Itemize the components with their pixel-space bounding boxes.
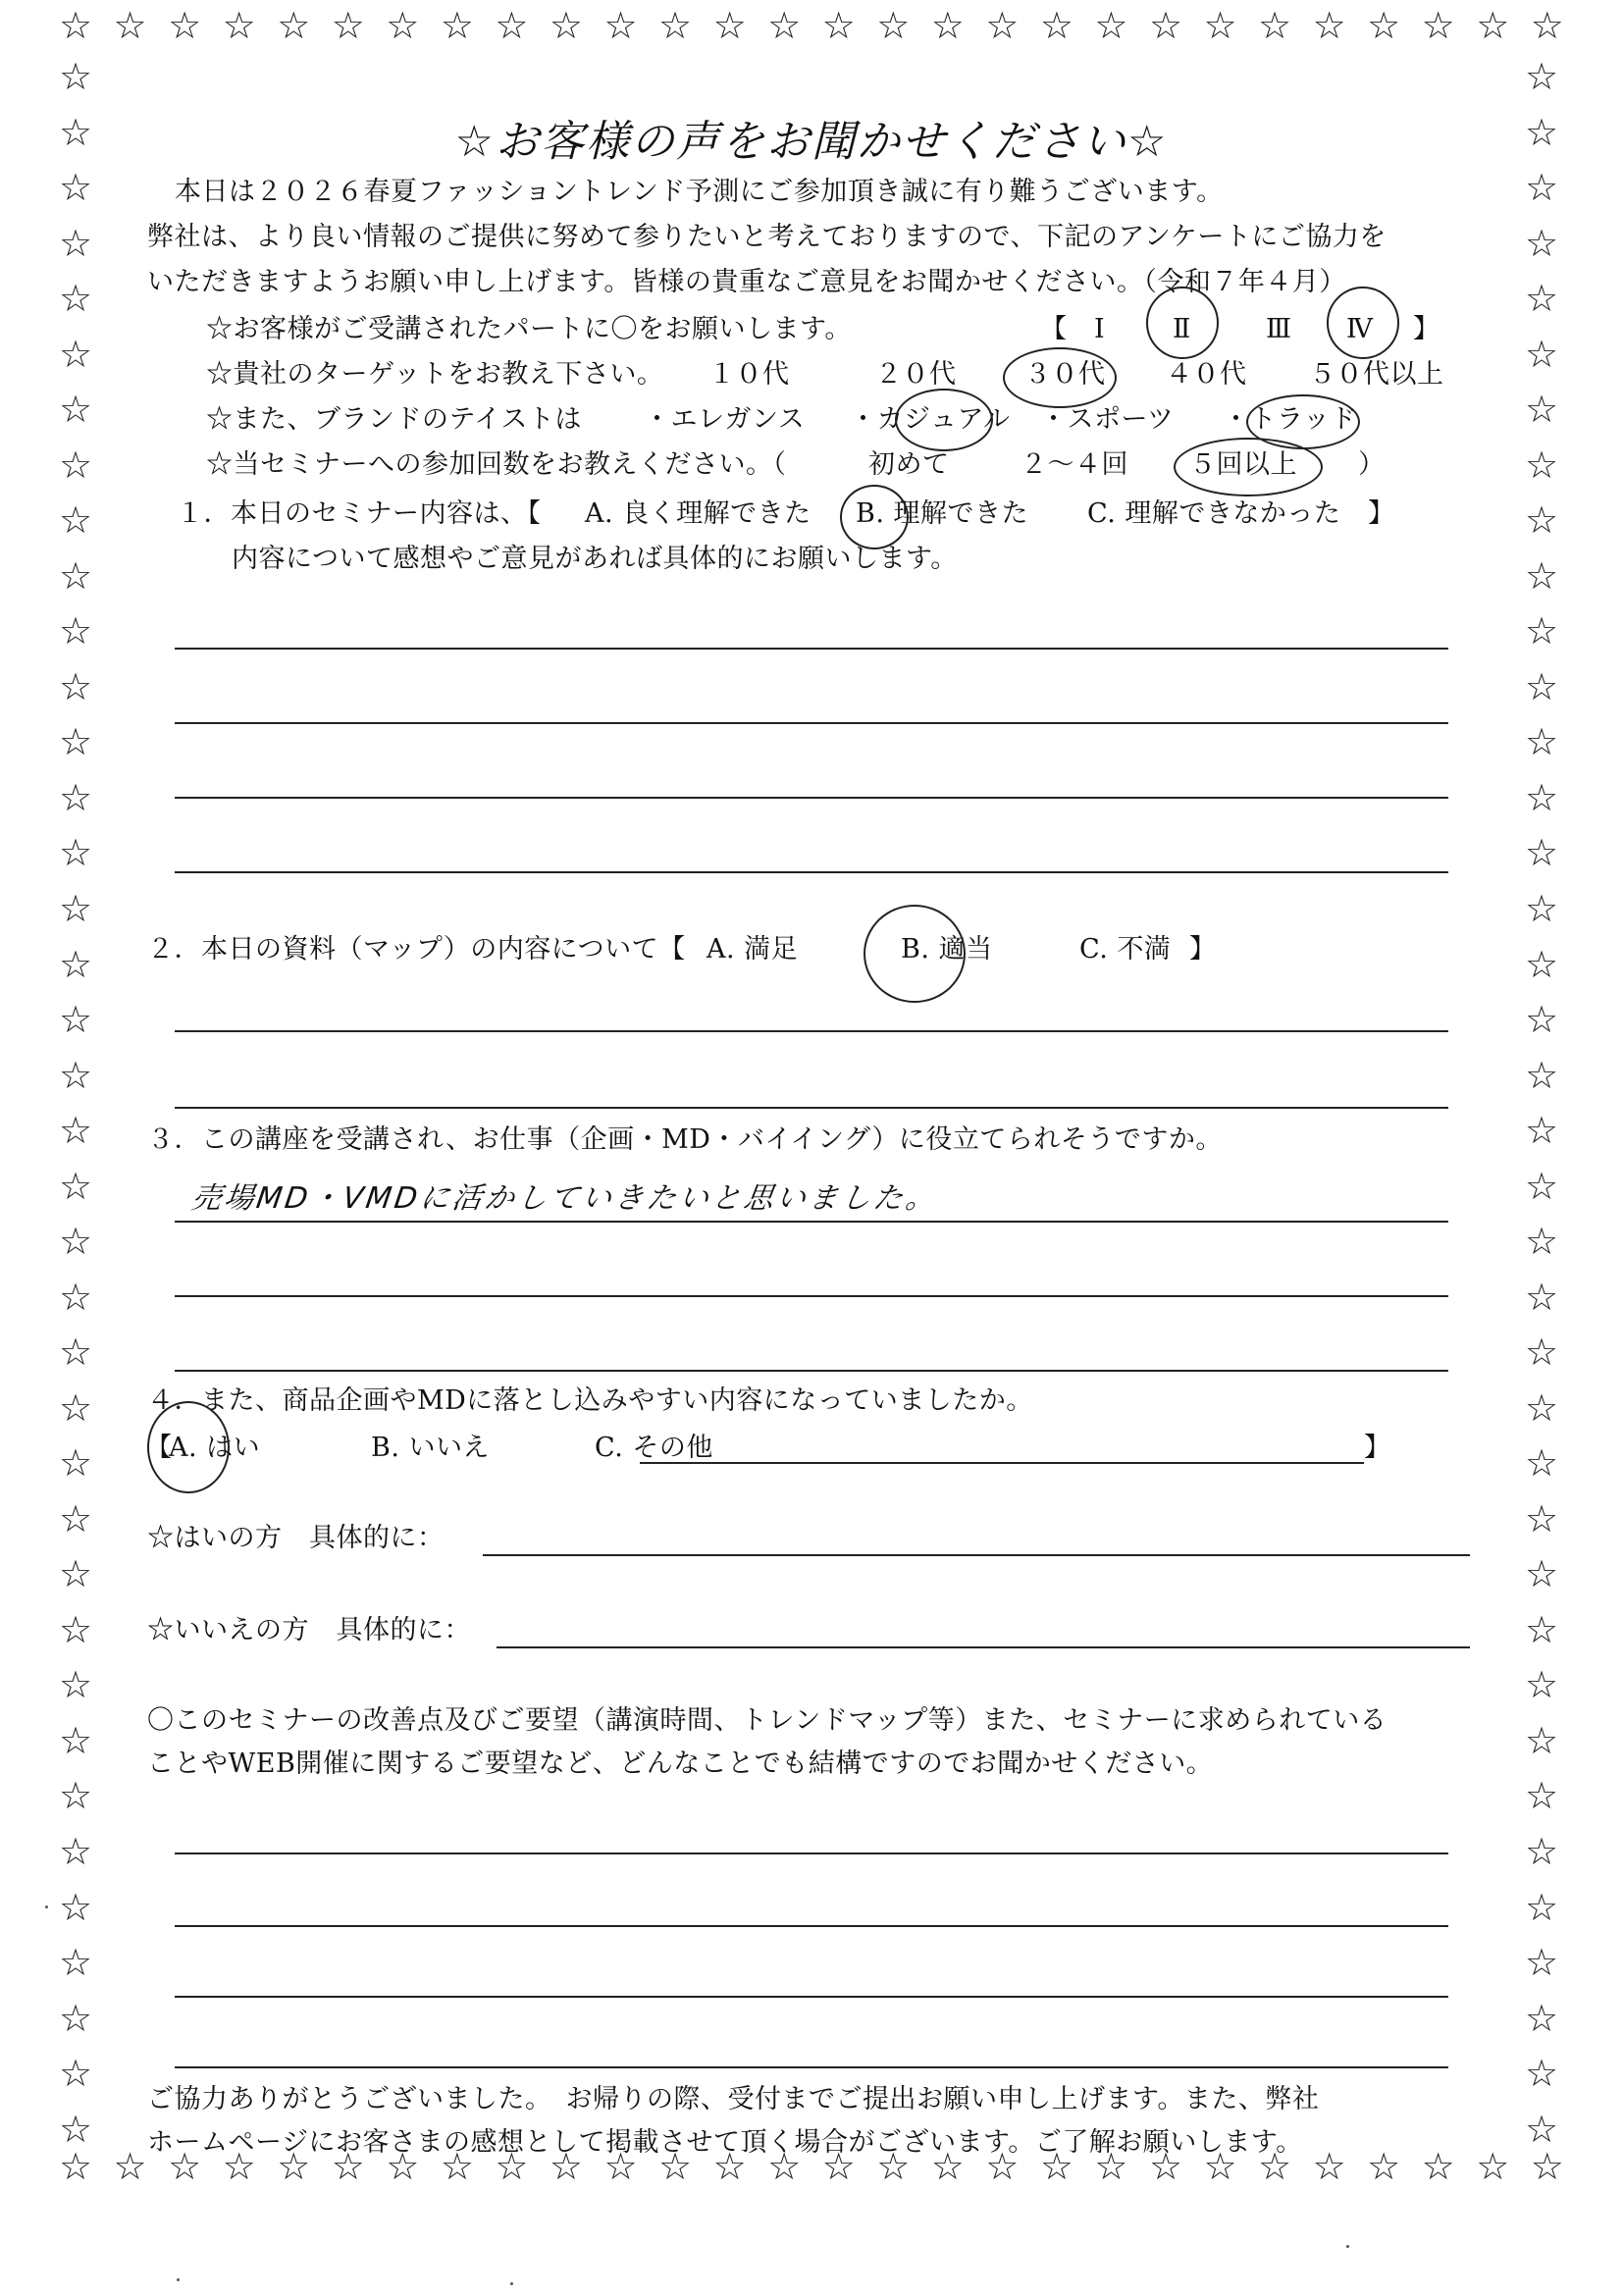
selection-circle-q4-a bbox=[147, 1401, 230, 1493]
border-star-icon: ☆ bbox=[1367, 2145, 1401, 2188]
improve-answer-line-1[interactable] bbox=[175, 1852, 1448, 1854]
border-star-icon: ☆ bbox=[168, 2145, 202, 2188]
border-star-icon: ☆ bbox=[712, 2145, 747, 2188]
border-star-icon: ☆ bbox=[1525, 1220, 1559, 1264]
scan-speck bbox=[1346, 2245, 1349, 2248]
border-star-icon: ☆ bbox=[59, 1552, 93, 1596]
scan-speck bbox=[45, 1905, 48, 1908]
target-option-10s[interactable]: １０代 bbox=[708, 359, 790, 390]
q3-answer-line-2[interactable] bbox=[175, 1295, 1448, 1297]
border-star-icon: ☆ bbox=[59, 2107, 93, 2151]
border-star-icon: ☆ bbox=[1525, 277, 1559, 321]
border-star-icon: ☆ bbox=[222, 2145, 256, 2188]
q4-option-c[interactable]: C. その他 bbox=[595, 1433, 713, 1463]
border-star-icon: ☆ bbox=[1525, 1830, 1559, 1873]
border-star-icon: ☆ bbox=[1525, 664, 1559, 708]
q4-open-bracket: 【 bbox=[145, 1433, 173, 1463]
border-star-icon: ☆ bbox=[712, 4, 747, 47]
border-star-icon: ☆ bbox=[59, 664, 93, 708]
border-star-icon: ☆ bbox=[1421, 4, 1455, 47]
q4-option-b[interactable]: B. いいえ bbox=[371, 1433, 491, 1463]
border-star-icon: ☆ bbox=[59, 831, 93, 875]
no-detail-label: ☆いいえの方 具体的に： bbox=[147, 1615, 471, 1645]
q1-prefix: １．本日のセミナー内容は、【 bbox=[177, 498, 542, 529]
attendance-question: ☆当セミナーへの参加回数をお教えください。（ bbox=[206, 449, 787, 480]
border-star-icon: ☆ bbox=[440, 4, 474, 47]
border-star-icon: ☆ bbox=[1525, 1996, 1559, 2040]
border-star-icon: ☆ bbox=[59, 55, 93, 98]
border-star-icon: ☆ bbox=[59, 277, 93, 321]
q4-question: ４．また、商品企画やMDに落とし込みやすい内容になっていましたか。 bbox=[147, 1385, 1033, 1416]
taste-question: ☆また、ブランドのテイストは bbox=[206, 404, 582, 435]
border-star-icon: ☆ bbox=[985, 2145, 1020, 2188]
q3-handwritten-answer: 売場MD・VMDに活かしていきたいと思いました。 bbox=[189, 1181, 941, 1216]
border-star-icon: ☆ bbox=[1203, 2145, 1237, 2188]
border-star-icon: ☆ bbox=[331, 2145, 365, 2188]
no-detail-line[interactable] bbox=[497, 1646, 1470, 1648]
border-star-icon: ☆ bbox=[1476, 4, 1510, 47]
border-star-icon: ☆ bbox=[1525, 1663, 1559, 1707]
border-star-icon: ☆ bbox=[59, 4, 93, 47]
border-star-icon: ☆ bbox=[876, 4, 911, 47]
border-star-icon: ☆ bbox=[59, 1220, 93, 1264]
q1-answer-line-3[interactable] bbox=[175, 797, 1448, 799]
parts-option-4[interactable]: Ⅳ bbox=[1346, 314, 1374, 344]
target-question: ☆貴社のターゲットをお教え下さい。 bbox=[206, 359, 664, 390]
border-star-icon: ☆ bbox=[1312, 2145, 1346, 2188]
border-star-icon: ☆ bbox=[59, 2052, 93, 2096]
border-star-icon: ☆ bbox=[1525, 1053, 1559, 1097]
border-star-icon: ☆ bbox=[1525, 1552, 1559, 1596]
closing-line-2: ホームページにお客さまの感想として掲載させて頂く場合がございます。ご了解お願いします。 bbox=[147, 2127, 1303, 2158]
border-star-icon: ☆ bbox=[440, 2145, 474, 2188]
q4-other-fill-line[interactable] bbox=[640, 1462, 1364, 1464]
border-star-icon: ☆ bbox=[168, 4, 202, 47]
q2-option-b[interactable]: B. 適当 bbox=[901, 934, 993, 965]
improve-answer-line-3[interactable] bbox=[175, 1996, 1448, 1998]
selection-circle-part-2 bbox=[1146, 287, 1219, 359]
border-star-icon: ☆ bbox=[1525, 553, 1559, 598]
border-star-icon: ☆ bbox=[821, 4, 856, 47]
intro-line-3: いただきますようお願い申し上げます。皆様の貴重なご意見をお聞かせください。（令和７年４月） bbox=[147, 267, 1346, 297]
border-star-icon: ☆ bbox=[1525, 998, 1559, 1042]
attendance-option-2-4[interactable]: ２～４回 bbox=[1021, 449, 1128, 480]
border-star-icon: ☆ bbox=[59, 110, 93, 154]
border-star-icon: ☆ bbox=[1148, 4, 1183, 47]
improve-answer-line-2[interactable] bbox=[175, 1925, 1448, 1927]
parts-question: ☆お客様がご受講されたパートに〇をお願いします。 bbox=[206, 314, 852, 344]
border-star-icon: ☆ bbox=[1525, 332, 1559, 376]
selection-circle-casual bbox=[895, 389, 993, 451]
border-star-icon: ☆ bbox=[1525, 166, 1559, 210]
border-star-icon: ☆ bbox=[767, 2145, 802, 2188]
border-star-icon: ☆ bbox=[59, 1941, 93, 1985]
border-star-icon: ☆ bbox=[277, 4, 311, 47]
q1-subtext: 内容について感想やご意見があれば具体的にお願いします。 bbox=[232, 544, 958, 574]
border-star-icon: ☆ bbox=[1094, 2145, 1128, 2188]
border-star-icon: ☆ bbox=[1203, 4, 1237, 47]
q3-answer-line-1[interactable] bbox=[175, 1221, 1448, 1223]
border-star-icon: ☆ bbox=[59, 1275, 93, 1319]
border-star-icon: ☆ bbox=[1367, 4, 1401, 47]
border-stars-left bbox=[59, 57, 92, 2149]
border-star-icon: ☆ bbox=[1525, 775, 1559, 819]
closing-line-1: ご協力ありがとうございました。 お帰りの際、受付までご提出お願い申し上げます。また、弊社 bbox=[147, 2084, 1320, 2114]
scan-speck bbox=[510, 2282, 513, 2285]
border-star-icon: ☆ bbox=[1525, 2052, 1559, 2096]
border-star-icon: ☆ bbox=[1476, 2145, 1510, 2188]
improve-answer-line-4[interactable] bbox=[175, 2066, 1448, 2068]
q3-answer-line-3[interactable] bbox=[175, 1370, 1448, 1372]
parts-option-3[interactable]: Ⅲ bbox=[1266, 314, 1292, 344]
target-option-50s-plus[interactable]: ５０代以上 bbox=[1309, 359, 1444, 390]
border-star-icon: ☆ bbox=[59, 332, 93, 376]
border-star-icon: ☆ bbox=[1039, 4, 1073, 47]
q4-close-bracket: 】 bbox=[1364, 1433, 1391, 1463]
parts-option-1[interactable]: Ⅰ bbox=[1094, 314, 1106, 344]
q2-close-bracket: 】 bbox=[1189, 934, 1217, 965]
border-star-icon: ☆ bbox=[1258, 2145, 1292, 2188]
border-star-icon: ☆ bbox=[1525, 1164, 1559, 1208]
border-star-icon: ☆ bbox=[59, 720, 93, 764]
border-star-icon: ☆ bbox=[1525, 1441, 1559, 1486]
border-star-icon: ☆ bbox=[331, 4, 365, 47]
border-star-icon: ☆ bbox=[59, 498, 93, 543]
border-star-icon: ☆ bbox=[549, 2145, 583, 2188]
border-star-icon: ☆ bbox=[1421, 2145, 1455, 2188]
border-star-icon: ☆ bbox=[603, 4, 638, 47]
parts-option-2[interactable]: Ⅱ bbox=[1173, 314, 1191, 344]
border-star-icon: ☆ bbox=[59, 886, 93, 930]
q1-answer-line-2[interactable] bbox=[175, 722, 1448, 724]
border-star-icon: ☆ bbox=[59, 1996, 93, 2040]
border-star-icon: ☆ bbox=[1525, 1774, 1559, 1818]
border-star-icon: ☆ bbox=[1525, 886, 1559, 930]
border-star-icon: ☆ bbox=[658, 4, 693, 47]
border-star-icon: ☆ bbox=[1525, 498, 1559, 543]
taste-option-casual[interactable]: ・カジュアル bbox=[850, 404, 1011, 435]
q1-close-bracket: 】 bbox=[1368, 498, 1395, 529]
border-star-icon: ☆ bbox=[59, 1053, 93, 1097]
attendance-option-first[interactable]: 初めて bbox=[868, 449, 950, 480]
border-star-icon: ☆ bbox=[985, 4, 1020, 47]
border-star-icon: ☆ bbox=[1525, 720, 1559, 764]
border-star-icon: ☆ bbox=[1525, 1941, 1559, 1985]
border-star-icon: ☆ bbox=[1039, 2145, 1073, 2188]
attendance-option-5-plus[interactable]: ５回以上 bbox=[1189, 449, 1297, 480]
intro-line-1: 本日は２０２６春夏ファッショントレンド予測にご参加頂き誠に有り難うございます。 bbox=[175, 177, 1224, 207]
border-star-icon: ☆ bbox=[59, 166, 93, 210]
q2-answer-line-2[interactable] bbox=[175, 1107, 1448, 1109]
q2-prefix: ２．本日の資料（マップ）の内容について【 bbox=[147, 934, 686, 965]
border-star-icon: ☆ bbox=[821, 2145, 856, 2188]
border-star-icon: ☆ bbox=[1525, 110, 1559, 154]
border-star-icon: ☆ bbox=[1312, 4, 1346, 47]
border-star-icon: ☆ bbox=[1530, 2145, 1564, 2188]
border-star-icon: ☆ bbox=[113, 4, 147, 47]
border-star-icon: ☆ bbox=[1525, 1496, 1559, 1540]
border-star-icon: ☆ bbox=[277, 2145, 311, 2188]
border-star-icon: ☆ bbox=[1525, 443, 1559, 487]
border-star-icon: ☆ bbox=[59, 1331, 93, 1375]
border-star-icon: ☆ bbox=[1525, 1275, 1559, 1319]
q2-answer-line-1[interactable] bbox=[175, 1030, 1448, 1032]
border-star-icon: ☆ bbox=[386, 4, 420, 47]
border-star-icon: ☆ bbox=[930, 2145, 965, 2188]
yes-detail-label: ☆はいの方 具体的に： bbox=[147, 1523, 445, 1553]
border-star-icon: ☆ bbox=[1525, 1885, 1559, 1929]
border-star-icon: ☆ bbox=[59, 1441, 93, 1486]
border-star-icon: ☆ bbox=[1525, 1331, 1559, 1375]
border-star-icon: ☆ bbox=[767, 4, 802, 47]
border-star-icon: ☆ bbox=[1525, 388, 1559, 432]
parts-close-bracket: 】 bbox=[1413, 314, 1440, 344]
intro-line-2: 弊社は、より良い情報のご提供に努めて参りたいと考えておりますので、下記のアンケートにご協力を bbox=[147, 222, 1387, 252]
target-option-20s[interactable]: ２０代 bbox=[875, 359, 957, 390]
q2-option-c[interactable]: C. 不満 bbox=[1079, 934, 1172, 965]
attendance-close-paren: ） bbox=[1358, 449, 1386, 480]
border-star-icon: ☆ bbox=[1525, 831, 1559, 875]
q1-option-b[interactable]: B. 理解できた bbox=[856, 498, 1029, 529]
improve-line-2: ことやWEB開催に関するご要望など、どんなことでも結構ですのでお聞かせください。 bbox=[147, 1748, 1214, 1779]
border-star-icon: ☆ bbox=[1525, 942, 1559, 986]
page-title: ☆お客様の声をお聞かせください☆ bbox=[454, 117, 1169, 167]
border-star-icon: ☆ bbox=[59, 553, 93, 598]
border-star-icon: ☆ bbox=[1148, 2145, 1183, 2188]
improve-line-1: 〇このセミナーの改善点及びご要望（講演時間、トレンドマップ等）また、セミナーに求められている bbox=[147, 1705, 1387, 1736]
border-star-icon: ☆ bbox=[59, 443, 93, 487]
border-star-icon: ☆ bbox=[59, 1774, 93, 1818]
q1-option-c[interactable]: C. 理解できなかった bbox=[1087, 498, 1341, 529]
border-star-icon: ☆ bbox=[59, 1663, 93, 1707]
border-star-icon: ☆ bbox=[59, 1885, 93, 1929]
border-star-icon: ☆ bbox=[59, 1109, 93, 1153]
border-star-icon: ☆ bbox=[59, 998, 93, 1042]
border-star-icon: ☆ bbox=[1525, 609, 1559, 653]
selection-circle-q1-b bbox=[840, 485, 909, 549]
border-star-icon: ☆ bbox=[1525, 1109, 1559, 1153]
target-option-40s[interactable]: ４０代 bbox=[1166, 359, 1247, 390]
target-option-30s[interactable]: ３０代 bbox=[1024, 359, 1106, 390]
border-star-icon: ☆ bbox=[386, 2145, 420, 2188]
border-star-icon: ☆ bbox=[113, 2145, 147, 2188]
taste-option-elegance[interactable]: ・エレガンス bbox=[644, 404, 806, 435]
border-star-icon: ☆ bbox=[1094, 4, 1128, 47]
border-star-icon: ☆ bbox=[59, 1830, 93, 1873]
q1-answer-line-4[interactable] bbox=[175, 871, 1448, 873]
border-star-icon: ☆ bbox=[59, 388, 93, 432]
border-star-icon: ☆ bbox=[495, 2145, 529, 2188]
border-stars-top bbox=[59, 6, 1564, 45]
border-star-icon: ☆ bbox=[930, 4, 965, 47]
border-star-icon: ☆ bbox=[59, 609, 93, 653]
border-star-icon: ☆ bbox=[876, 2145, 911, 2188]
selection-circle-part-4 bbox=[1327, 287, 1399, 359]
border-star-icon: ☆ bbox=[658, 2145, 693, 2188]
border-star-icon: ☆ bbox=[1525, 221, 1559, 265]
taste-option-trad[interactable]: ・トラッド bbox=[1223, 404, 1357, 435]
border-star-icon: ☆ bbox=[59, 1164, 93, 1208]
q4-option-a[interactable]: A. はい bbox=[169, 1433, 261, 1463]
border-star-icon: ☆ bbox=[1258, 4, 1292, 47]
border-star-icon: ☆ bbox=[1525, 55, 1559, 98]
border-star-icon: ☆ bbox=[549, 4, 583, 47]
yes-detail-line[interactable] bbox=[483, 1554, 1470, 1556]
scan-speck bbox=[177, 2278, 180, 2281]
border-stars-right bbox=[1525, 57, 1558, 2149]
border-star-icon: ☆ bbox=[59, 775, 93, 819]
border-star-icon: ☆ bbox=[59, 1718, 93, 1762]
border-star-icon: ☆ bbox=[1525, 1607, 1559, 1651]
border-star-icon: ☆ bbox=[603, 2145, 638, 2188]
q3-question: ３．この講座を受講され、お仕事（企画・MD・バイイング）に役立てられそうですか。 bbox=[147, 1124, 1223, 1155]
selection-circle-30s bbox=[1003, 347, 1117, 408]
border-star-icon: ☆ bbox=[222, 4, 256, 47]
border-star-icon: ☆ bbox=[59, 1607, 93, 1651]
q1-answer-line-1[interactable] bbox=[175, 648, 1448, 650]
border-star-icon: ☆ bbox=[495, 4, 529, 47]
q2-option-a[interactable]: A. 満足 bbox=[707, 934, 799, 965]
border-star-icon: ☆ bbox=[59, 2145, 93, 2188]
q1-option-a[interactable]: A. 良く理解できた bbox=[585, 498, 812, 529]
border-star-icon: ☆ bbox=[1530, 4, 1564, 47]
border-star-icon: ☆ bbox=[59, 1496, 93, 1540]
border-star-icon: ☆ bbox=[1525, 2107, 1559, 2151]
border-star-icon: ☆ bbox=[1525, 1385, 1559, 1430]
selection-circle-q2-b bbox=[864, 905, 966, 1003]
border-star-icon: ☆ bbox=[59, 221, 93, 265]
selection-circle-5-plus bbox=[1174, 438, 1323, 496]
parts-open-bracket: 【 bbox=[1040, 314, 1068, 344]
border-star-icon: ☆ bbox=[59, 1385, 93, 1430]
border-star-icon: ☆ bbox=[1525, 1718, 1559, 1762]
taste-option-sports[interactable]: ・スポーツ bbox=[1040, 404, 1175, 435]
border-star-icon: ☆ bbox=[59, 942, 93, 986]
